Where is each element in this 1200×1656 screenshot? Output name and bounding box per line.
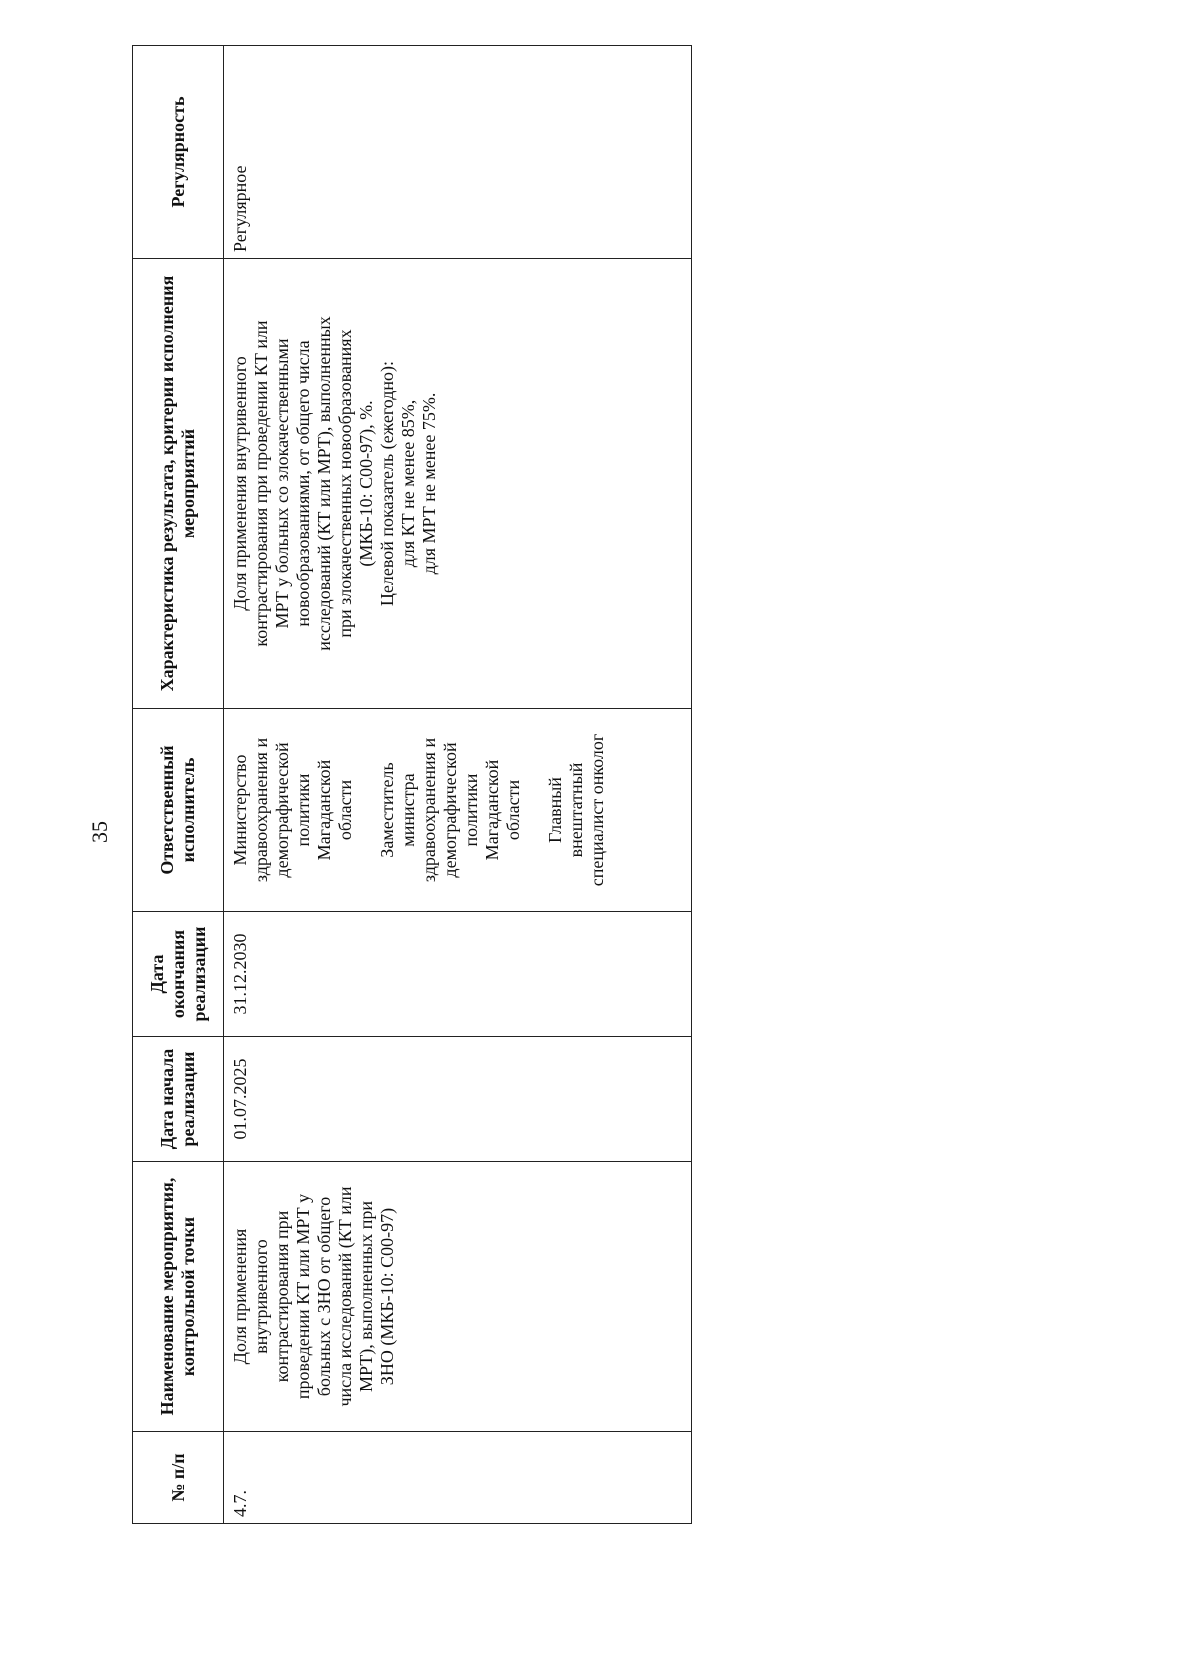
responsible-line: Магаданской: [482, 759, 502, 861]
responsible-line: демографической: [440, 742, 460, 878]
cell-start-date: 01.07.2025: [224, 1037, 692, 1162]
result-line: при злокачественных новообразованиях: [335, 329, 355, 638]
responsible-line: здравоохранения и: [419, 737, 439, 883]
header-start-date: Дата начала реализации: [133, 1037, 224, 1162]
target-mrt: для МРТ не менее 75%.: [419, 392, 439, 575]
responsible-line: Министерство: [230, 754, 250, 866]
name-line: проведении КТ или МРТ у: [293, 1193, 313, 1400]
responsible-line: Магаданской: [314, 759, 334, 861]
name-line: числа исследований (КТ или: [335, 1186, 355, 1407]
name-line: контрастирования при: [272, 1210, 292, 1383]
header-regularity: Регулярность: [133, 46, 224, 259]
name-line: МРТ), выполненных при: [356, 1201, 376, 1392]
responsible-line: демографической: [272, 742, 292, 878]
responsible-line: области: [335, 779, 355, 841]
table-row: [224, 46, 692, 1524]
result-line: Доля применения внутривенного: [230, 356, 250, 611]
responsible-line: внештатный: [566, 762, 586, 858]
responsible-line: политики: [293, 773, 313, 847]
cell-end-date: 31.12.2030: [224, 912, 692, 1037]
page-number: 35: [87, 821, 112, 843]
result-line: МРТ у больных со злокачественными: [272, 338, 292, 629]
header-number: № п/п: [133, 1432, 224, 1524]
name-line: Доля применения: [230, 1228, 250, 1365]
header-name: Наименование мероприятия, контрольной точки: [133, 1162, 224, 1432]
spacer: [356, 715, 377, 905]
cell-regularity: Регулярное: [224, 46, 692, 259]
header-end-date: Дата окончания реализации: [133, 912, 224, 1037]
result-line: (МКБ-10: С00-97), %.: [356, 400, 376, 567]
result-line: новообразованиями, от общего числа: [293, 340, 313, 627]
cell-number: 4.7.: [224, 1432, 692, 1524]
responsible-line: Заместитель: [377, 762, 397, 858]
responsible-line: Главный: [545, 777, 565, 843]
header-responsible: Ответственный исполнитель: [133, 709, 224, 912]
name-line: ЗНО (МКБ-10: С00-97): [377, 1207, 397, 1386]
spacer: [524, 715, 545, 905]
name-line: больных с ЗНО от общего: [314, 1196, 334, 1397]
responsible-line: области: [503, 779, 523, 841]
responsible-line: здравоохранения и: [251, 737, 271, 883]
header-row: [133, 46, 224, 1524]
result-line: контрастирования при проведении КТ или: [251, 320, 271, 647]
header-result: Характеристика результата, критерии исполнения мероприятий: [133, 259, 224, 709]
responsible-line: специалист онколог: [587, 733, 607, 887]
cell-responsible: [224, 709, 692, 912]
cell-result: [224, 259, 692, 709]
measures-table: [132, 45, 692, 1524]
name-line: внутривенного: [251, 1239, 271, 1354]
responsible-line: политики: [461, 773, 481, 847]
cell-name: [224, 1162, 692, 1432]
rotated-table-container: [132, 46, 692, 1524]
result-line: исследований (КТ или МРТ), выполненных: [314, 316, 334, 651]
target-kt: для КТ не менее 85%,: [398, 399, 418, 568]
target-intro: Целевой показатель (ежегодно):: [377, 360, 397, 607]
responsible-line: министра: [398, 773, 418, 847]
